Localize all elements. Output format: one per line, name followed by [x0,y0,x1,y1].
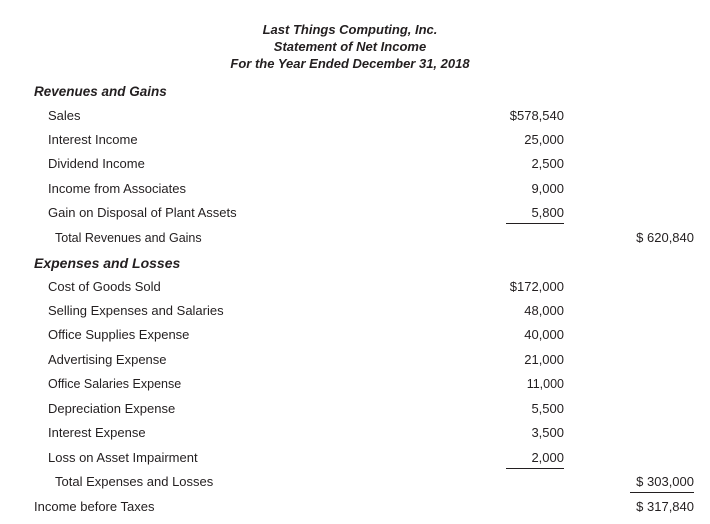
line-item-label: Sales [48,108,81,123]
total-row-expenses [0,471,710,493]
line-item-label: Depreciation Expense [48,401,176,416]
line-item-amount: 5,800 [500,202,564,224]
total-row-revenues [0,227,710,249]
line-item-amount: $172,000 [509,279,564,294]
line-item [0,105,710,127]
section-expenses [0,252,710,274]
line-item-amount: 2,000 [500,447,564,469]
line-item [0,276,710,298]
line-item-label: Loss on Asset Impairment [48,450,198,465]
income-before-taxes-amount: $ 317,840 [636,499,694,514]
line-item-amount: 2,500 [531,156,564,171]
line-item [0,422,710,444]
statement-period: For the Year Ended December 31, 2018 [230,56,470,71]
line-item-amount: 40,000 [524,327,564,342]
total-amount: $ 303,000 [620,471,694,493]
statement-title: Statement of Net Income [273,39,427,54]
income-before-taxes-label: Income before Taxes [34,499,155,514]
section-heading-revenues: Revenues and Gains [34,84,167,99]
section-revenues [0,81,710,103]
line-item [0,324,710,346]
line-item [0,373,710,395]
line-item [0,153,710,175]
line-item [0,300,710,322]
line-item [0,202,710,224]
line-item [0,178,710,200]
line-item-amount: 11,000 [526,377,564,391]
line-item [0,398,710,420]
line-item [0,447,710,469]
section-heading-expenses: Expenses and Losses [34,255,181,271]
line-item-amount: 5,500 [531,401,564,416]
total-label: Total Expenses and Losses [55,474,214,489]
line-item-label: Interest Expense [48,425,146,440]
line-item-label: Income from Associates [48,181,186,196]
total-amount: $ 620,840 [636,230,694,245]
total-label: Total Revenues and Gains [55,231,202,245]
line-item-amount: 25,000 [524,132,564,147]
line-item-label: Gain on Disposal of Plant Assets [48,205,237,220]
line-item-amount: 3,500 [531,425,564,440]
line-item [0,129,710,151]
line-item-label: Office Supplies Expense [48,327,190,342]
line-item-amount: $578,540 [509,108,564,123]
line-item-amount: 48,000 [524,303,564,318]
line-item-label: Selling Expenses and Salaries [48,303,224,318]
company-name: Last Things Computing, Inc. [262,22,438,37]
line-item [0,349,710,371]
line-item-amount: 21,000 [524,352,564,367]
line-item-label: Dividend Income [48,156,145,171]
income-before-taxes-row [0,496,710,518]
line-item-label: Interest Income [48,132,138,147]
line-item-amount: 9,000 [531,181,564,196]
line-item-label: Cost of Goods Sold [48,279,161,294]
line-item-label: Office Salaries Expense [48,377,182,391]
line-item-label: Advertising Expense [48,352,167,367]
